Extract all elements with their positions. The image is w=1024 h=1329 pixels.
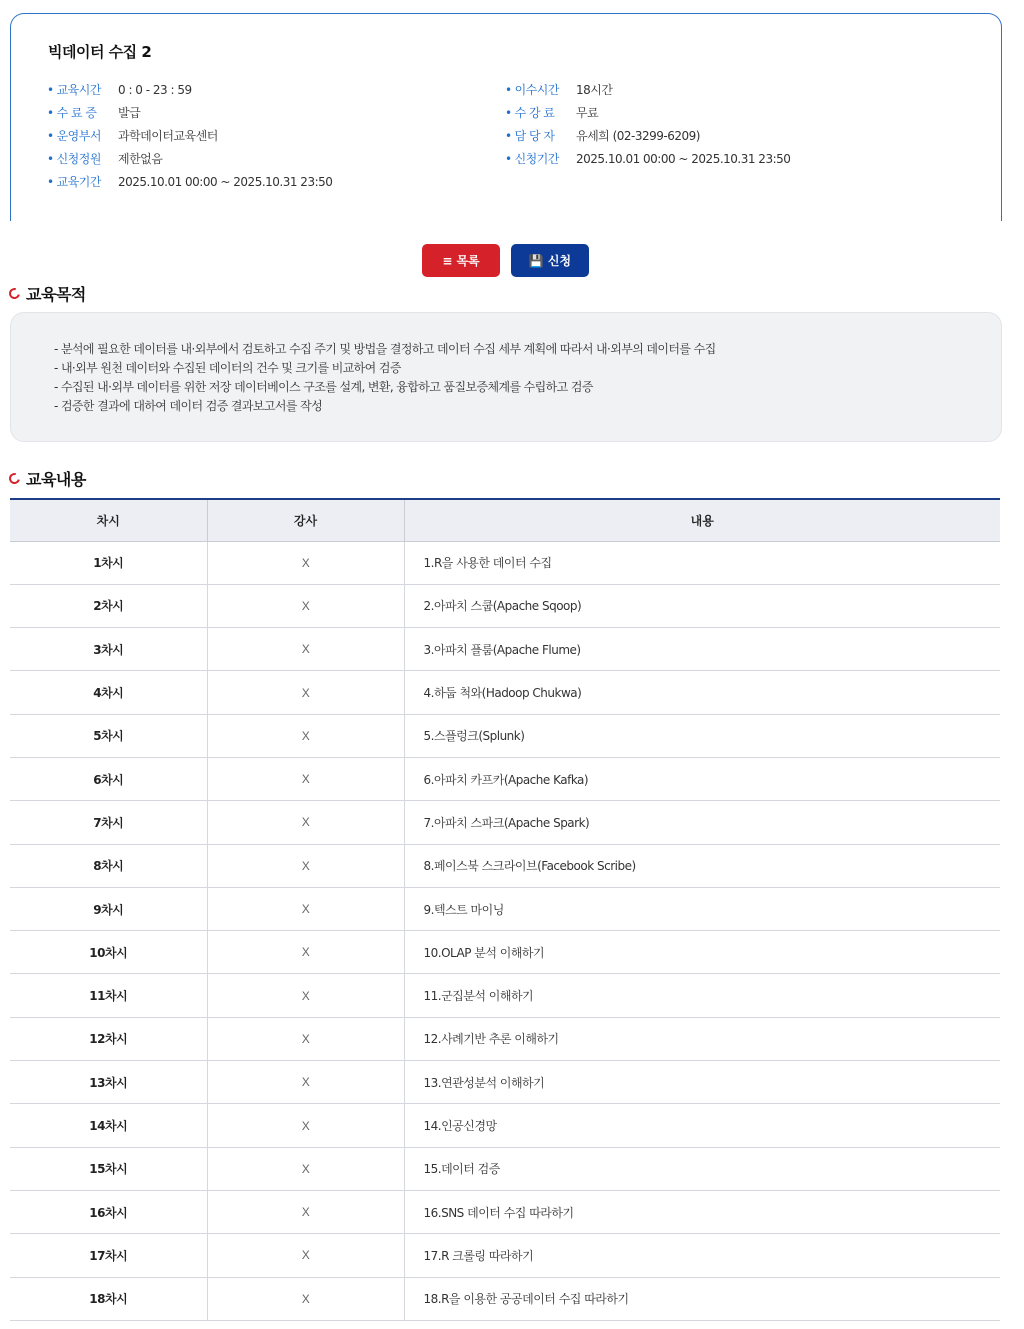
- table-row: [10, 541, 1000, 584]
- info-value: 발급: [118, 106, 141, 120]
- table-row: [10, 801, 1000, 844]
- course-title: 빅데이터 수집 2: [48, 43, 152, 61]
- teacher-cell: X: [207, 757, 404, 800]
- action-buttons: [0, 244, 1024, 277]
- info-row: [505, 101, 790, 124]
- info-row: [47, 147, 332, 170]
- info-label: • 신청정원: [47, 150, 118, 167]
- topic-cell: 6.아파치 카프카(Apache Kafka): [404, 757, 1000, 800]
- goal-line: - 분석에 필요한 데이터를 내·외부에서 검토하고 수집 주기 및 방법을 결정하고 데이터 수집 세부 계획에 따라서 내·외부의 데이터를 수집: [54, 342, 716, 356]
- info-value: 0 : 0 - 23 : 59: [118, 82, 192, 97]
- goal-heading: [9, 282, 86, 305]
- info-row: [47, 124, 332, 147]
- table-row: [10, 1104, 1000, 1147]
- topic-cell: 17.R 크롤링 따라하기: [404, 1234, 1000, 1277]
- info-label: • 수 강 료: [505, 104, 576, 121]
- course-info-card: [10, 13, 1002, 221]
- table-row: [10, 1147, 1000, 1190]
- info-label: • 담 당 자: [505, 127, 576, 144]
- session-cell: 9차시: [10, 887, 207, 930]
- list-icon: ≡: [442, 253, 453, 268]
- table-row: [10, 844, 1000, 887]
- column-header-session: 차시: [10, 499, 207, 541]
- session-cell: 7차시: [10, 801, 207, 844]
- goal-line: - 검증한 결과에 대하여 데이터 검증 결과보고서를 작성: [54, 399, 323, 413]
- teacher-cell: X: [207, 541, 404, 584]
- goal-line: - 내·외부 원천 데이터와 수집된 데이터의 건수 및 크기를 비교하여 검증: [54, 361, 401, 375]
- table-row: [10, 1061, 1000, 1104]
- info-row: [505, 147, 790, 170]
- session-cell: 15차시: [10, 1147, 207, 1190]
- topic-cell: 3.아파치 플룸(Apache Flume): [404, 628, 1000, 671]
- topic-cell: 14.인공신경망: [404, 1104, 1000, 1147]
- table-row: [10, 1017, 1000, 1060]
- teacher-cell: X: [207, 628, 404, 671]
- topic-cell: 16.SNS 데이터 수집 따라하기: [404, 1190, 1000, 1233]
- topic-cell: 2.아파치 스쿱(Apache Sqoop): [404, 584, 1000, 627]
- content-heading-label: 교육내용: [26, 470, 86, 489]
- topic-cell: 4.하둡 척와(Hadoop Chukwa): [404, 671, 1000, 714]
- column-header-teacher: 강사: [207, 499, 404, 541]
- list-button-label: 목록: [456, 254, 480, 268]
- info-value: 유세희 (02-3299-6209): [576, 129, 700, 143]
- topic-cell: 10.OLAP 분석 이해하기: [404, 931, 1000, 974]
- table-row: [10, 1190, 1000, 1233]
- teacher-cell: X: [207, 1277, 404, 1320]
- info-value: 18시간: [576, 83, 613, 97]
- table-row: [10, 1234, 1000, 1277]
- session-cell: 13차시: [10, 1061, 207, 1104]
- info-row: [47, 170, 332, 193]
- list-button[interactable]: [422, 244, 500, 277]
- info-label: • 신청기간: [505, 150, 576, 167]
- session-cell: 12차시: [10, 1017, 207, 1060]
- teacher-cell: X: [207, 584, 404, 627]
- info-value: 제한없음: [118, 152, 163, 166]
- session-cell: 10차시: [10, 931, 207, 974]
- table-row: [10, 671, 1000, 714]
- teacher-cell: X: [207, 714, 404, 757]
- table-row: [10, 887, 1000, 930]
- topic-cell: 15.데이터 검증: [404, 1147, 1000, 1190]
- teacher-cell: X: [207, 974, 404, 1017]
- session-cell: 1차시: [10, 541, 207, 584]
- info-row: [47, 78, 332, 101]
- section-ring-icon: [7, 286, 22, 301]
- session-cell: 6차시: [10, 757, 207, 800]
- topic-cell: 13.연관성분석 이해하기: [404, 1061, 1000, 1104]
- session-cell: 8차시: [10, 844, 207, 887]
- info-label: • 교육시간: [47, 81, 118, 98]
- goal-line: - 수집된 내·외부 데이터를 위한 저장 데이터베이스 구조를 설계, 변환, 융합하고 품질보증체계를 수립하고 검증: [54, 380, 593, 394]
- teacher-cell: X: [207, 844, 404, 887]
- save-icon: 💾: [528, 253, 544, 268]
- teacher-cell: X: [207, 1234, 404, 1277]
- topic-cell: 7.아파치 스파크(Apache Spark): [404, 801, 1000, 844]
- teacher-cell: X: [207, 1147, 404, 1190]
- goal-box: [10, 312, 1002, 442]
- table-header-row: [10, 499, 1000, 541]
- table-row: [10, 628, 1000, 671]
- table-row: [10, 584, 1000, 627]
- table-row: [10, 974, 1000, 1017]
- course-info-right: [505, 78, 790, 170]
- info-value: 2025.10.01 00:00 ~ 2025.10.31 23:50: [576, 151, 791, 166]
- teacher-cell: X: [207, 887, 404, 930]
- session-cell: 4차시: [10, 671, 207, 714]
- info-row: [505, 124, 790, 147]
- table-row: [10, 931, 1000, 974]
- topic-cell: 12.사례기반 추론 이해하기: [404, 1017, 1000, 1060]
- section-ring-icon: [7, 471, 22, 486]
- column-header-topic: 내용: [404, 499, 1000, 541]
- session-cell: 11차시: [10, 974, 207, 1017]
- topic-cell: 5.스플렁크(Splunk): [404, 714, 1000, 757]
- teacher-cell: X: [207, 1104, 404, 1147]
- info-value: 무료: [576, 106, 599, 120]
- info-label: • 운영부서: [47, 127, 118, 144]
- table-row: [10, 1277, 1000, 1320]
- session-cell: 3차시: [10, 628, 207, 671]
- info-label: • 교육기간: [47, 173, 118, 190]
- session-cell: 5차시: [10, 714, 207, 757]
- info-value: 2025.10.01 00:00 ~ 2025.10.31 23:50: [118, 174, 333, 189]
- teacher-cell: X: [207, 1190, 404, 1233]
- session-cell: 18차시: [10, 1277, 207, 1320]
- apply-button-label: 신청: [547, 254, 572, 268]
- topic-cell: 9.텍스트 마이닝: [404, 887, 1000, 930]
- info-row: [47, 101, 332, 124]
- goal-heading-label: 교육목적: [26, 285, 86, 304]
- apply-button[interactable]: [511, 244, 589, 277]
- teacher-cell: X: [207, 931, 404, 974]
- topic-cell: 8.페이스북 스크라이브(Facebook Scribe): [404, 844, 1000, 887]
- table-row: [10, 714, 1000, 757]
- topic-cell: 1.R을 사용한 데이터 수집: [404, 541, 1000, 584]
- session-cell: 17차시: [10, 1234, 207, 1277]
- teacher-cell: X: [207, 671, 404, 714]
- teacher-cell: X: [207, 1017, 404, 1060]
- topic-cell: 18.R을 이용한 공공데이터 수집 따라하기: [404, 1277, 1000, 1320]
- topic-cell: 11.군집분석 이해하기: [404, 974, 1000, 1017]
- info-row: [505, 78, 790, 101]
- teacher-cell: X: [207, 801, 404, 844]
- info-label: • 이수시간: [505, 81, 576, 98]
- session-cell: 14차시: [10, 1104, 207, 1147]
- schedule-table: [10, 498, 1000, 1321]
- session-cell: 2차시: [10, 584, 207, 627]
- table-row: [10, 757, 1000, 800]
- teacher-cell: X: [207, 1061, 404, 1104]
- info-value: 과학데이터교육센터: [118, 129, 218, 143]
- content-heading: [9, 467, 86, 490]
- session-cell: 16차시: [10, 1190, 207, 1233]
- info-label: • 수 료 증: [47, 104, 118, 121]
- course-info-left: [47, 78, 332, 193]
